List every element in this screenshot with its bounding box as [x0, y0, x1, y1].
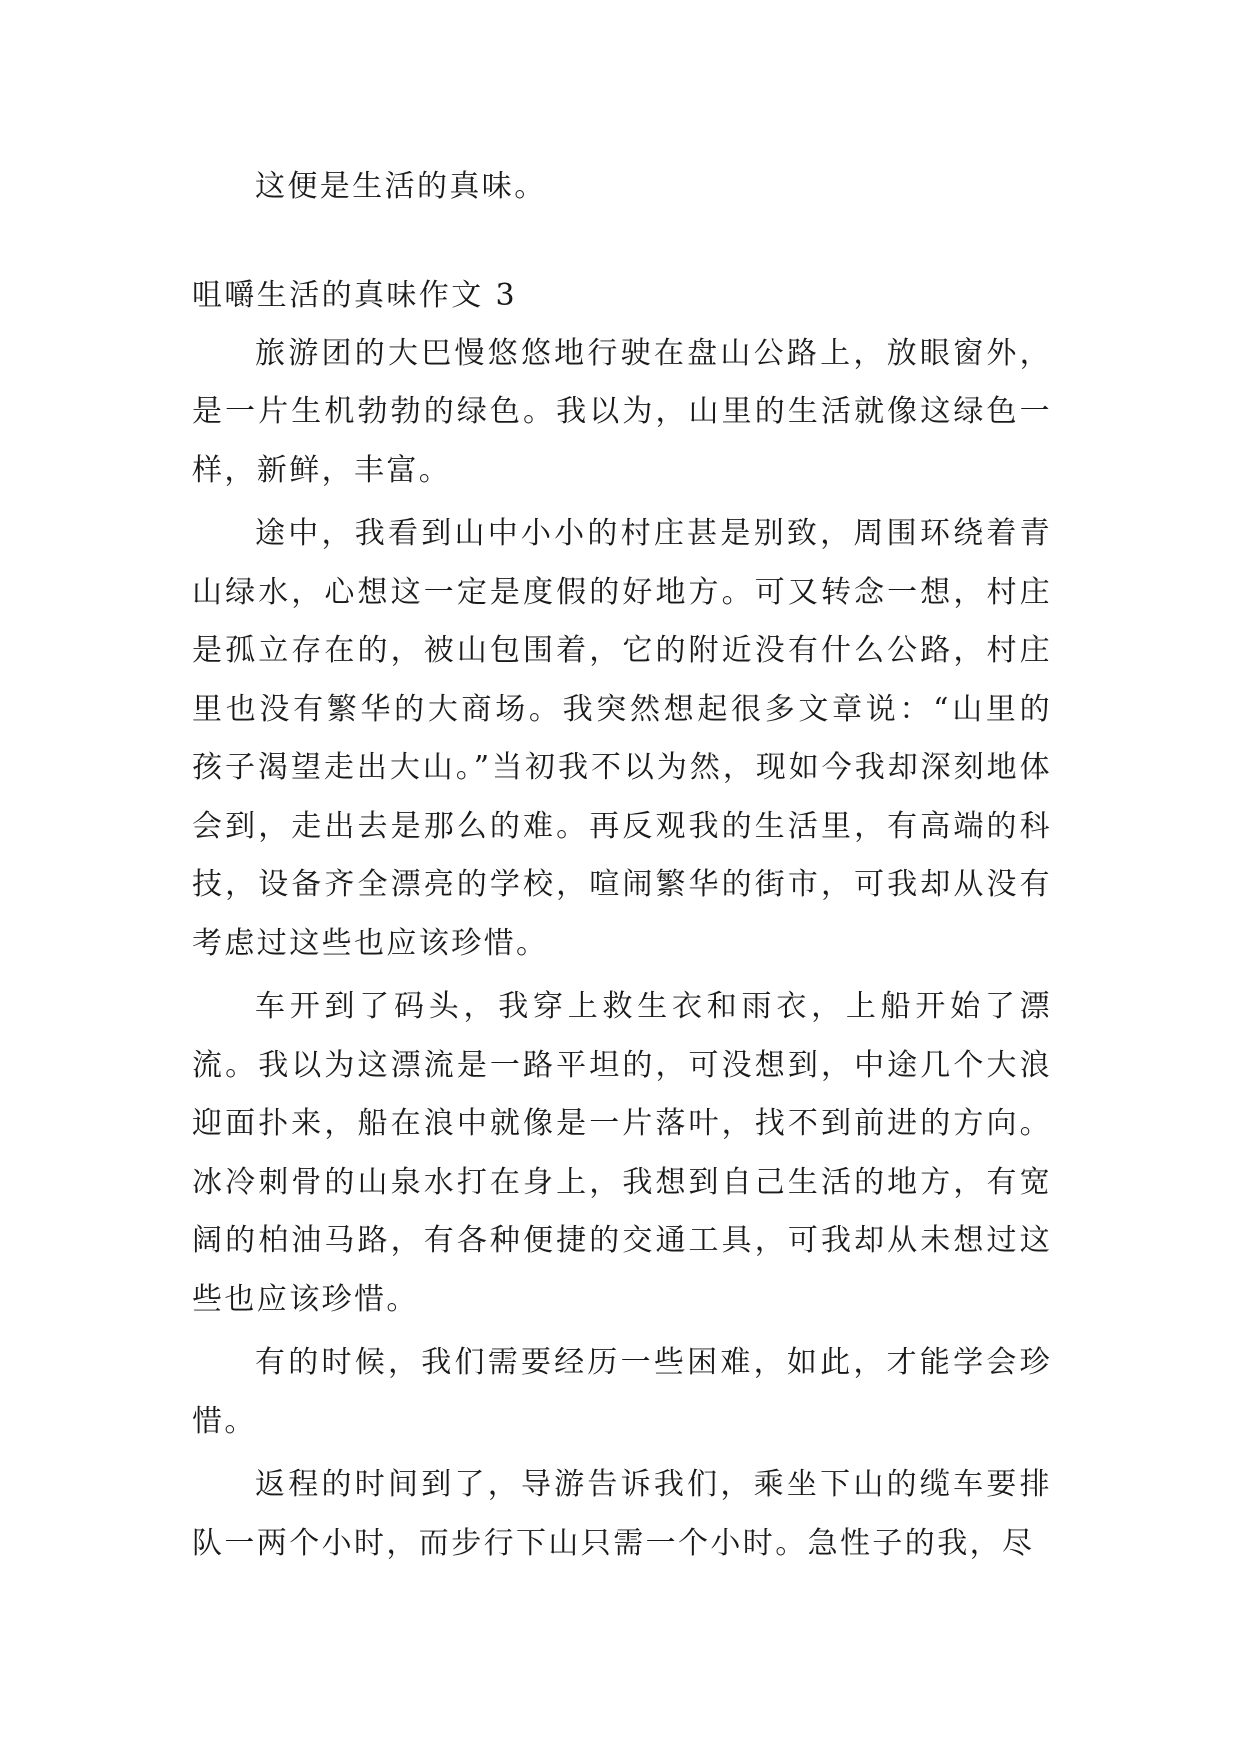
section-title: 咀嚼生活的真味作文 3	[192, 277, 518, 313]
paragraph-3: 车开到了码头，我穿上救生衣和雨衣，上船开始了漂流。我以为这漂流是一路平坦的，可没想到，中途几个大浪迎面扑来，船在浪中就像是一片落叶，找不到前进的方向。冰冷刺骨的山泉水打在身上，我想到自己生活的地方，有宽阔的柏油马路，有各种便捷的交通工具，可我却从未想过这些也应该珍惜。	[192, 989, 1052, 1317]
paragraph-2: 途中，我看到山中小小的村庄甚是别致，周围环绕着青山绿水，心想这一定是度假的好地方。可又转念一想，村庄是孤立存在的，被山包围着，它的附近没有什么公路，村庄里也没有繁华的大商场。我突然想起很多文章说：“山里的孩子渴望走出大山。”当初我不以为然，现如今我却深刻地体会到，走出去是那么的难。再反观我的生活里，有高端的科技，设备齐全漂亮的学校，喧闹繁华的街市，可我却从没有考虑过这些也应该珍惜。	[192, 516, 1052, 961]
paragraph-1: 旅游团的大巴慢悠悠地行驶在盘山公路上，放眼窗外，是一片生机勃勃的绿色。我以为，山里的生活就像这绿色一样，新鲜，丰富。	[192, 335, 1052, 488]
paragraph-4: 有的时候，我们需要经历一些困难，如此，才能学会珍惜。	[192, 1345, 1052, 1439]
paragraph-5: 返程的时间到了，导游告诉我们，乘坐下山的缆车要排队一两个小时，而步行下山只需一个小时。急性子的我，尽	[192, 1467, 1052, 1561]
intro-paragraph: 这便是生活的真味。	[255, 169, 547, 204]
document-body	[192, 158, 1052, 1578]
